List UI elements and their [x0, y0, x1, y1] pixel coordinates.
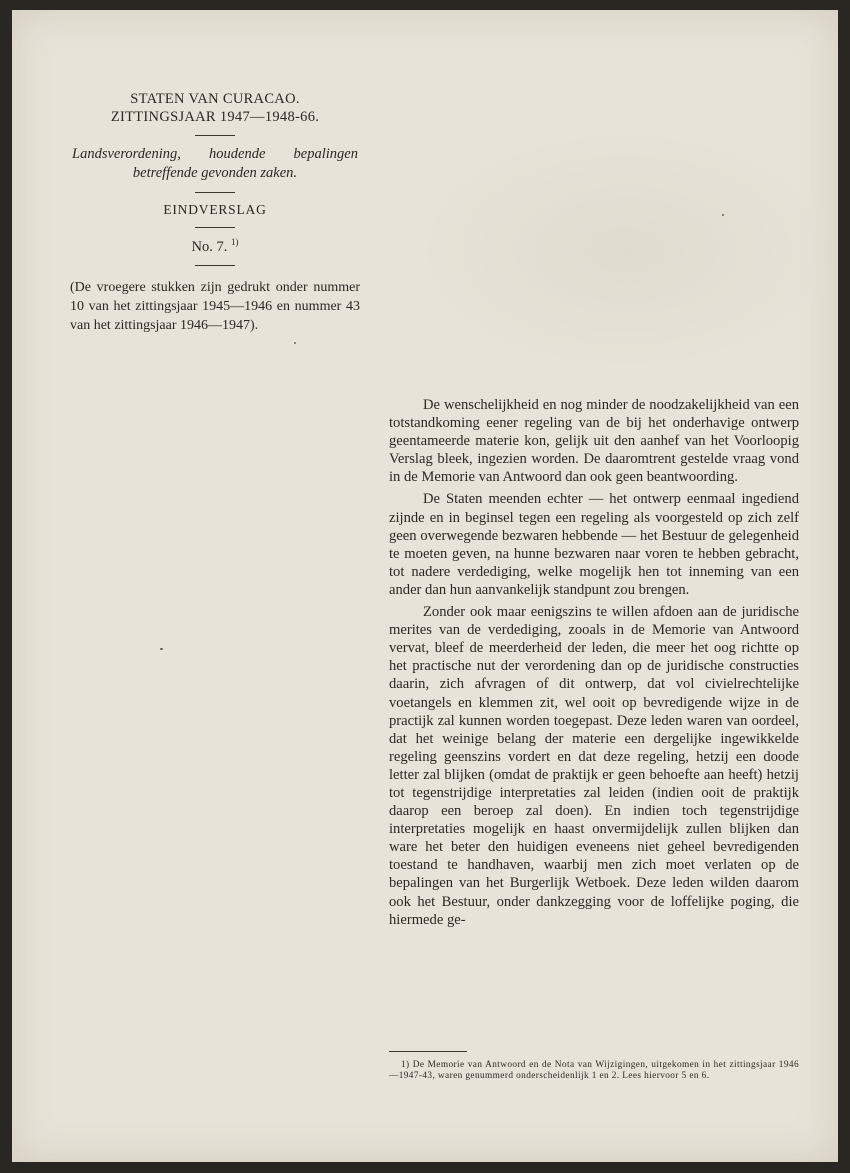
divider	[195, 227, 235, 228]
previous-documents-note: (De vroegere stukken zijn gedrukt onder nummer 10 van het zittingsjaar 1945—1946 en nummer 43 van het zittingsjaar 1946—1947).	[70, 279, 360, 333]
divider	[195, 192, 235, 193]
report-type: EINDVERSLAG	[163, 202, 267, 217]
paragraph: De wenschelijkheid en nog minder de noodzakelijkheid van een totstandkoming eener regeling van de bij het onderhavige ontwerp geentameerde materie kon, gelijk uit den aanhef van het Voorloopig Verslag bleek, ingezien worden. De daaromtrent gestelde vraag vond in de Memorie van Antwoord dan ook geen beantwoording.	[389, 397, 799, 486]
footnote-text: De Memorie van Antwoord en de Nota van Wijzigingen, uitgekomen in het zittingsjaar 1946—1947-43, waren genummerd onderscheidenlijk 1 en 2. Lees hiervoor 5 en 6.	[389, 1060, 799, 1081]
footnote	[389, 1060, 799, 1081]
divider	[195, 135, 235, 136]
header-line-1: STATEN VAN CURACAO.	[130, 91, 300, 107]
footnote-ref: 1)	[230, 237, 239, 247]
divider	[195, 265, 235, 266]
document-number-text: No. 7.	[191, 238, 228, 255]
body-text	[389, 396, 799, 933]
subject-title: Landsverordening, houdende bepalingen betreffende gevonden zaken.	[72, 146, 358, 181]
document-page	[12, 10, 838, 1162]
show-through-text	[416, 130, 836, 370]
title-block	[70, 90, 360, 335]
paragraph: Zonder ook maar eenigszins te willen afdoen aan de juridische merites van de verdediging, zooals in de Memorie van Antwoord vervat, bleef de meerderheid der leden, die meer het oog richtte op het practische nut der verordening dan op de juridische constructies daarin, zich afvragen of dit ontwerp, dat vol civielrechtelijke voetangels en klemmen zit, wel ooit op bevredigende wijze in de practijk zal kunnen worden toegepast. Deze leden waren van oordeel, dat het weinige belang der materie een dergelijke ingewikkelde regeling geenszins vordert en dat deze regeling, hetzij een doode letter zal blijken (omdat de praktijk er geen behoefte aan heeft) hetzij tot tegenstrijdige interpretaties zal leiden (indien ooit de praktijk daarop een beroep zal doen). En indien toch tegenstrijdige interpretaties mogelijk en haast onvermijdelijk zullen blijken dan ware het beter den huidigen eveneens niet geheel bevredigenden toestand te handhaven, waarbij men zich moet verlaten op de bepalingen van het Burgerlijk Wetboek. Deze leden wilden daarom ook het Bestuur, onder dankzegging voor de loffelijke poging, die hiermede ge-	[389, 604, 799, 928]
header-line-2: ZITTINGSJAAR 1947—1948-66.	[110, 109, 320, 125]
paper-speck	[722, 214, 724, 216]
document-number	[70, 237, 360, 256]
footnote-divider	[389, 1051, 467, 1052]
paper-speck	[294, 342, 296, 344]
footnote-marker: 1)	[401, 1060, 410, 1070]
paragraph: De Staten meenden echter — het ontwerp eenmaal ingediend zijnde en in beginsel tegen een regeling als voorgesteld op zich zelf geen overwegende bezwaren hebbende — het Bestuur de gelegenheid te moeten geven, na hunne bezwaren naar voren te hebben gebracht, tot nadere verdediging, welke mogelijk hen tot inneming van een ander dan hun aanvankelijk standpunt zou brengen.	[389, 491, 799, 598]
paper-speck	[160, 648, 163, 650]
